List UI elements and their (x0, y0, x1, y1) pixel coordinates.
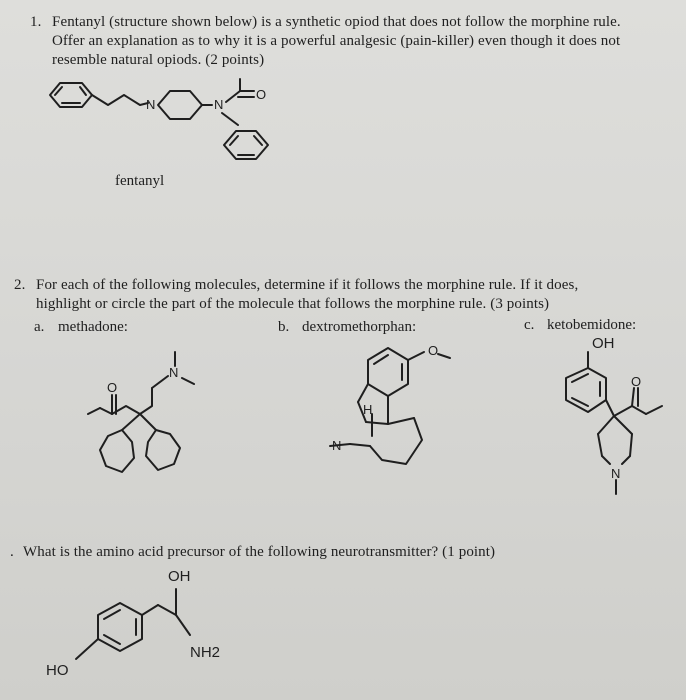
item-c-name: ketobemidone: (547, 317, 637, 333)
q1-line-1: Fentanyl (structure shown below) is a synthetic opiod that does not follow the morphine rule. (52, 14, 621, 30)
item-a-letter: a. (34, 319, 45, 335)
keto-n-label: N (611, 466, 621, 481)
methadone-n-label: N (169, 365, 179, 380)
methadone-structure (60, 350, 210, 490)
ketobemidone-structure (540, 334, 686, 504)
dextro-o-label: O (428, 343, 439, 358)
q2-line-1: For each of the following molecules, determine if it follows the morphine rule. If it does, (36, 277, 579, 293)
q1-line-2: Offer an explanation as to why it is a powerful analgesic (pain-killer) even though it does not (52, 33, 621, 49)
nt-nh2-label: NH2 (190, 644, 221, 661)
nt-ho-label: HO (46, 662, 69, 679)
q3-line: What is the amino acid precursor of the following neurotransmitter? (1 point) (23, 544, 496, 560)
item-b-name: dextromethorphan: (302, 319, 417, 335)
q1-line-3: resemble natural opiods. (2 points) (52, 52, 265, 68)
item-c-letter: c. (524, 317, 535, 333)
q2-number: 2. (14, 277, 26, 293)
nt-oh-label: OH (168, 568, 191, 585)
q2-line-2: highlight or circle the part of the molecule that follows the morphine rule. (3 points) (36, 296, 550, 312)
neurotransmitter-structure (40, 565, 260, 695)
item-b-letter: b. (278, 319, 290, 335)
methadone-o-label: O (107, 380, 118, 395)
dextro-h-label: H (363, 402, 373, 417)
keto-o-label: O (631, 374, 642, 389)
fentanyl-n2-label: N (214, 97, 224, 112)
item-a-name: methadone: (58, 319, 128, 335)
fentanyl-o-label: O (256, 87, 267, 102)
fentanyl-structure (40, 75, 280, 175)
fentanyl-caption: fentanyl (115, 173, 165, 189)
q1-number: 1. (30, 14, 42, 30)
dextromethorphan-structure (310, 340, 470, 480)
q3-number: . (10, 544, 14, 560)
fentanyl-n1-label: N (146, 97, 156, 112)
keto-oh-label: OH (592, 335, 615, 352)
dextro-n-label: N (332, 438, 342, 453)
